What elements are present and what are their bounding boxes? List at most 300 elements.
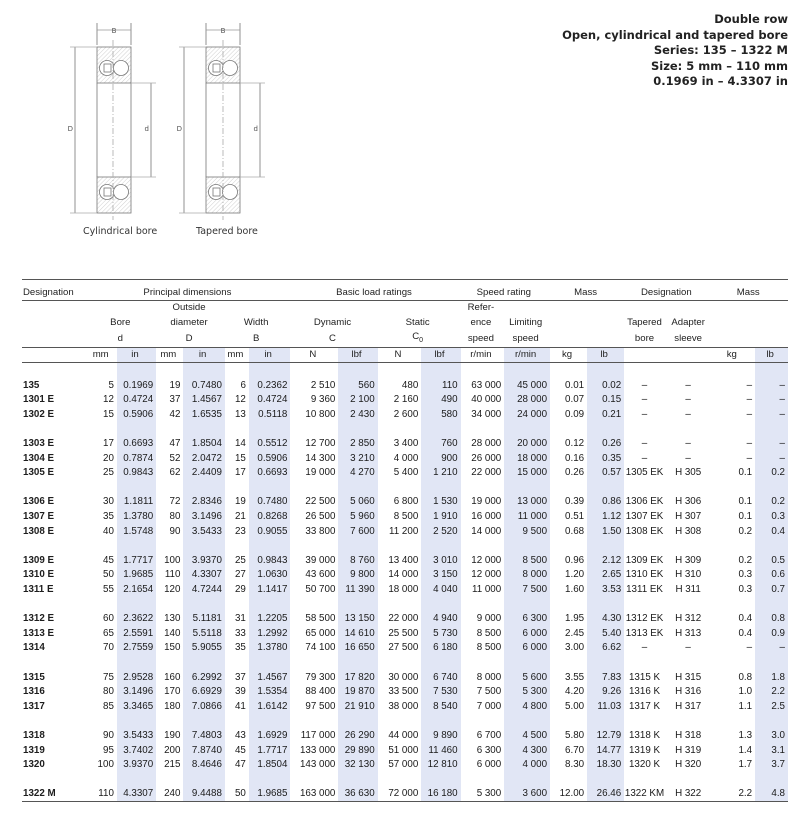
table-cell: 1318 K — [628, 729, 661, 741]
table-cell: – — [685, 642, 691, 654]
table-cell: 7.0866 — [183, 699, 224, 714]
table-cell: 1312 EK — [625, 613, 664, 625]
table-cell: 117 000 — [300, 729, 336, 741]
table-cell: 1.20 — [565, 569, 585, 581]
table-cell: H 309 — [675, 554, 702, 566]
table-cell: 35 — [234, 642, 246, 654]
table-cell: 1.6142 — [249, 699, 291, 714]
table-cell: – — [641, 452, 648, 464]
table-cell: 12 — [234, 394, 246, 406]
table-cell: H 307 — [675, 511, 702, 523]
table-cell: 55 — [103, 583, 114, 595]
table-cell: 7.83 — [587, 670, 624, 685]
table-cell: 6 800 — [393, 496, 419, 508]
table-cell: 6 — [240, 379, 246, 391]
table-cell: 9 500 — [504, 524, 550, 539]
table-cell: 37 — [234, 671, 246, 683]
table-cell: 0.26 — [587, 436, 624, 451]
table-cell: 6 000 — [504, 626, 550, 641]
table-cell: 1307 EK — [625, 511, 664, 523]
designation-cell: 1311 E — [23, 583, 54, 595]
table-cell: 2.0472 — [183, 451, 224, 466]
designation-cell: 135 — [23, 379, 40, 391]
unit-label: in — [117, 347, 156, 363]
table-cell: 3.1496 — [183, 509, 224, 524]
table-cell: 1317 K — [628, 700, 661, 712]
table-cell: 90 — [169, 525, 181, 537]
table-cell: 11.03 — [587, 699, 624, 714]
table-cell: 43 — [234, 729, 246, 741]
table-cell: 9.4488 — [183, 787, 224, 802]
header-mass-2: Mass — [711, 285, 788, 300]
table-cell: – — [685, 379, 691, 391]
title-line-3: Series: 135 – 1322 M — [653, 43, 788, 58]
table-cell: 133 000 — [299, 744, 336, 756]
table-cell: 42 — [169, 408, 181, 420]
table-cell: 560 — [338, 378, 377, 393]
table-cell: 2.7559 — [117, 641, 156, 656]
table-cell: 8 500 — [476, 642, 502, 654]
table-cell: 1.5354 — [249, 684, 291, 699]
table-cell: 4.3307 — [117, 787, 156, 802]
table-cell: 2 160 — [393, 394, 419, 406]
table-cell: 19 000 — [471, 496, 502, 508]
table-cell: 11 000 — [504, 509, 550, 524]
table-cell: 0.26 — [565, 467, 585, 479]
table-row — [22, 641, 788, 656]
table-row — [22, 743, 788, 758]
table-cell: 3.1 — [755, 743, 788, 758]
table-cell: 4.30 — [587, 611, 624, 626]
table-cell: 5 600 — [504, 670, 550, 685]
table-cell: 0.51 — [565, 511, 585, 523]
table-cell: 43 600 — [305, 569, 336, 581]
spacer-row — [22, 363, 788, 378]
table-cell: H 311 — [675, 583, 701, 595]
table-cell: 8 000 — [476, 671, 502, 683]
table-cell: 41 — [234, 700, 246, 712]
header-static-subscript: 0 — [419, 336, 424, 344]
table-cell: 1.6535 — [183, 407, 224, 422]
table-cell: 14 000 — [388, 569, 419, 581]
table-cell: 22 000 — [471, 467, 502, 479]
table-cell: H 310 — [675, 569, 702, 581]
table-cell: 110 — [164, 569, 181, 581]
header-bore-2: d — [87, 330, 156, 347]
table-row — [22, 787, 788, 802]
table-cell: 3.5433 — [183, 524, 224, 539]
designation-cell: 1308 E — [23, 525, 55, 537]
spacer-row — [22, 480, 788, 495]
table-cell: – — [755, 407, 788, 422]
dim-label-B: B — [220, 27, 226, 35]
table-cell: 1.4 — [738, 744, 753, 756]
table-cell: 0.3 — [738, 583, 753, 595]
table-cell: 79 300 — [305, 671, 336, 683]
table-row — [22, 436, 788, 451]
table-cell: 0.5 — [755, 553, 788, 568]
table-cell: 31 — [234, 613, 246, 625]
table-cell: 0.4 — [755, 524, 788, 539]
table-cell: 2.12 — [587, 553, 624, 568]
table-cell: 0.6693 — [249, 465, 291, 480]
table-row — [22, 392, 788, 407]
units-designation-cell — [22, 347, 87, 363]
table-cell: 100 — [97, 759, 114, 771]
table-cell: 2.2 — [755, 684, 788, 699]
table-cell: 60 — [103, 613, 114, 625]
table-cell: 11 390 — [338, 582, 377, 597]
table-cell: 8 500 — [476, 627, 502, 639]
header-outside-2: diameter — [170, 316, 208, 328]
table-cell: 51 000 — [388, 744, 419, 756]
table-cell: 3.7 — [755, 757, 788, 772]
table-cell: 32 130 — [338, 757, 377, 772]
table-cell: 2 520 — [421, 524, 460, 539]
table-cell: H 318 — [675, 729, 702, 741]
table-cell: 14.77 — [587, 743, 624, 758]
table-cell: 0.4 — [738, 627, 753, 639]
table-cell: H 308 — [675, 525, 702, 537]
table-cell: 0.4 — [738, 613, 753, 625]
header-outside-1: Outside — [172, 302, 206, 314]
table-row — [22, 611, 788, 626]
table-cell: 0.5906 — [249, 451, 291, 466]
table-cell: 2.65 — [587, 568, 624, 583]
spacer-row — [22, 597, 788, 612]
table-cell: 20 000 — [504, 436, 550, 451]
table-cell: H 319 — [675, 744, 702, 756]
table-cell: 14 610 — [338, 626, 377, 641]
table-cell: 9.26 — [587, 684, 624, 699]
table-cell: 1310 EK — [625, 569, 664, 581]
table-cell: 8 500 — [393, 511, 419, 523]
table-cell: 1313 EK — [625, 627, 664, 639]
table-cell: 12.79 — [587, 728, 624, 743]
table-cell: 4 300 — [504, 743, 550, 758]
table-cell: 1.2205 — [249, 611, 291, 626]
table-row — [22, 699, 788, 714]
table-cell: 0.9055 — [249, 524, 291, 539]
header-tapered-2: bore — [624, 330, 668, 347]
header-adapter-2: sleeve — [668, 330, 712, 347]
table-row — [22, 626, 788, 641]
table-cell: 50 — [103, 569, 114, 581]
header-dynamic-1: Dynamic — [313, 316, 352, 328]
table-cell: 5.5118 — [183, 626, 224, 641]
table-cell: 1 210 — [421, 465, 460, 480]
table-cell: 25 — [103, 467, 114, 479]
table-cell: 12 700 — [305, 438, 336, 450]
table-cell: 5 060 — [338, 495, 377, 510]
table-cell: 27 500 — [388, 642, 419, 654]
table-cell: 6.2992 — [183, 670, 224, 685]
designation-cell: 1305 E — [23, 467, 55, 479]
table-cell: 2.5 — [755, 699, 788, 714]
table-cell: 6 740 — [421, 670, 460, 685]
table-cell: 80 — [103, 686, 114, 698]
table-cell: 30 000 — [388, 671, 419, 683]
dim-label-B: B — [111, 27, 117, 35]
table-cell: 0.39 — [565, 496, 585, 508]
table-cell: 4 040 — [421, 582, 460, 597]
cylindrical-bore-drawing — [67, 23, 156, 220]
header-static-2 — [378, 330, 461, 347]
header-bore-1: Bore — [110, 316, 131, 328]
table-cell: 23 — [234, 525, 246, 537]
table-cell: 7 500 — [504, 582, 550, 597]
table-cell: 3 010 — [421, 553, 460, 568]
table-cell: 3.9370 — [183, 553, 224, 568]
header-outside-3: D — [156, 330, 225, 347]
table-cell: 9 360 — [310, 394, 336, 406]
table-cell: 0.1 — [738, 511, 753, 523]
table-cell: 6.62 — [587, 641, 624, 656]
header-adapter-1: Adapter — [671, 316, 705, 328]
table-row — [22, 582, 788, 597]
table-cell: 33 800 — [305, 525, 336, 537]
table-row — [22, 568, 788, 583]
table-cell: 0.6 — [755, 568, 788, 583]
table-cell: 1.50 — [587, 524, 624, 539]
table-cell: 36 630 — [338, 787, 377, 802]
designation-cell: 1310 E — [23, 569, 55, 581]
table-cell: 13 150 — [338, 611, 377, 626]
table-cell: 58 500 — [305, 613, 336, 625]
table-cell: 0.35 — [587, 451, 624, 466]
table-cell: 0.2 — [738, 525, 753, 537]
table-cell: 14 000 — [471, 525, 502, 537]
table-cell: 143 000 — [299, 759, 336, 771]
table-cell: 26 000 — [471, 452, 502, 464]
table-row — [22, 757, 788, 772]
table-cell: 62 — [169, 467, 181, 479]
table-cell: 21 910 — [338, 699, 377, 714]
table-cell: 18 000 — [388, 583, 419, 595]
table-cell: 45 — [103, 554, 114, 566]
spacer-row — [22, 538, 788, 553]
table-cell: 26 500 — [305, 511, 336, 523]
table-cell: 26 290 — [338, 728, 377, 743]
designation-cell: 1320 — [23, 759, 45, 771]
table-cell: 80 — [169, 511, 181, 523]
table-cell: 0.9843 — [117, 465, 156, 480]
table-cell: 6 700 — [476, 729, 502, 741]
table-cell: 29 — [234, 583, 246, 595]
table-cell: 4.7244 — [183, 582, 224, 597]
table-cell: 1.1417 — [249, 582, 291, 597]
unit-label — [624, 347, 668, 363]
table-cell: 21 — [234, 511, 246, 523]
table-cell: 1.60 — [565, 583, 585, 595]
table-cell: 3.00 — [565, 642, 585, 654]
table-cell: 97 500 — [305, 700, 336, 712]
table-cell: – — [685, 394, 691, 406]
table-cell: 580 — [421, 407, 460, 422]
table-cell: 6 300 — [476, 744, 502, 756]
table-cell: 5.40 — [587, 626, 624, 641]
table-cell: 3.1496 — [117, 684, 156, 699]
table-cell: 63 000 — [471, 379, 502, 391]
table-cell: 0.9843 — [249, 553, 291, 568]
table-cell: 0.09 — [565, 408, 585, 420]
table-cell: 35 — [103, 511, 114, 523]
table-cell: – — [685, 438, 691, 450]
unit-label — [668, 347, 712, 363]
table-cell: 14 — [234, 438, 246, 450]
table-cell: 72 000 — [378, 787, 422, 802]
table-cell: 40 — [103, 525, 114, 537]
table-cell: 4.20 — [565, 686, 585, 698]
dim-label-D: D — [67, 125, 73, 133]
title-line-5: 0.1969 in – 4.3307 in — [653, 74, 788, 89]
table-cell: 6.70 — [565, 744, 585, 756]
header-designation: Designation — [22, 285, 87, 300]
table-cell: 90 — [103, 729, 114, 741]
table-cell: 2.1654 — [117, 582, 156, 597]
unit-label: lb — [755, 347, 788, 363]
unit-label: lb — [587, 347, 624, 363]
table-cell: 1.3 — [738, 729, 753, 741]
table-cell: 33 500 — [388, 686, 419, 698]
table-cell: 12 000 — [471, 554, 502, 566]
table-cell: 3 400 — [393, 438, 419, 450]
designation-cell: 1318 — [23, 729, 45, 741]
table-cell: 75 — [103, 671, 114, 683]
table-cell: 0.3 — [755, 509, 788, 524]
table-cell: – — [641, 379, 648, 391]
table-cell: 1.2992 — [249, 626, 291, 641]
table-cell: 3.7402 — [117, 743, 156, 758]
table-cell: 900 — [421, 451, 460, 466]
table-cell: 11 000 — [471, 583, 502, 595]
table-cell: 1.8 — [755, 670, 788, 685]
table-cell: 45 — [234, 744, 246, 756]
table-body — [22, 363, 788, 802]
table-cell: 8 760 — [338, 553, 377, 568]
table-cell: 1.7717 — [117, 553, 156, 568]
table-cell: 1.8504 — [183, 436, 224, 451]
table-cell: 2.3622 — [117, 611, 156, 626]
table-cell: – — [746, 642, 753, 654]
designation-cell: 1319 — [23, 744, 45, 756]
table-cell: 1 910 — [421, 509, 460, 524]
table-row — [22, 670, 788, 685]
table-cell: 16 650 — [338, 641, 377, 656]
designation-cell: 1303 E — [23, 438, 55, 450]
table-cell: 0.86 — [587, 495, 624, 510]
title-line-4: Size: 5 mm – 110 mm — [650, 58, 788, 73]
table-cell: 1311 EK — [626, 583, 663, 595]
unit-label: mm — [156, 347, 183, 363]
table-cell: 110 — [87, 787, 116, 802]
title-line-1: Double row — [714, 12, 788, 26]
table-cell: 1320 K — [628, 759, 661, 771]
header-principal-dimensions: Principal dimensions — [87, 285, 290, 300]
table-cell: 0.7874 — [117, 451, 156, 466]
table-cell: 1.1 — [738, 700, 753, 712]
table-cell: 88 400 — [305, 686, 336, 698]
table-cell: 0.1 — [738, 467, 753, 479]
table-cell: 0.6693 — [117, 436, 156, 451]
table-cell: H 312 — [675, 613, 702, 625]
table-cell: 3.9370 — [117, 757, 156, 772]
table-cell: 7.8740 — [183, 743, 224, 758]
table-cell: 17 820 — [338, 670, 377, 685]
table-cell: 160 — [164, 671, 181, 683]
table-cell: 0.2 — [738, 554, 753, 566]
spacer-row — [22, 772, 788, 787]
tapered-bore-drawing — [176, 23, 265, 220]
table-cell: 2.9528 — [117, 670, 156, 685]
table-cell: 22 500 — [305, 496, 336, 508]
table-cell: 6 000 — [504, 641, 550, 656]
table-top-rule — [22, 279, 788, 280]
table-cell: 1.12 — [587, 509, 624, 524]
table-cell: 74 100 — [305, 642, 336, 654]
header-width-2: B — [225, 330, 291, 347]
table-cell: 6 000 — [476, 759, 502, 771]
table-cell: 5 400 — [393, 467, 419, 479]
designation-cell: 1301 E — [23, 394, 55, 406]
table-cell: 25 500 — [388, 627, 419, 639]
designation-cell: 1322 M — [22, 787, 87, 802]
table-cell: 17 — [103, 438, 114, 450]
header-reference-2: ence — [470, 316, 492, 328]
table-cell: 0.7480 — [183, 378, 224, 393]
table-cell: 47 — [169, 438, 181, 450]
table-cell: – — [685, 408, 691, 420]
designation-cell: 1314 — [23, 642, 45, 654]
table-cell: 6 180 — [421, 641, 460, 656]
table-cell: H 313 — [675, 627, 702, 639]
table-cell: 760 — [421, 436, 460, 451]
table-cell: 1.5748 — [117, 524, 156, 539]
table-cell: 4 940 — [421, 611, 460, 626]
table-cell: 4 270 — [338, 465, 377, 480]
table-cell: 24 000 — [504, 407, 550, 422]
table-cell: 0.8 — [738, 671, 753, 683]
table-cell: 7.4803 — [183, 728, 224, 743]
table-cell: 72 — [169, 496, 181, 508]
table-cell: 0.7 — [755, 582, 788, 597]
header-static-1: Static — [405, 316, 430, 328]
table-cell: 9 890 — [421, 728, 460, 743]
table-cell: 5 300 — [461, 787, 505, 802]
table-row — [22, 495, 788, 510]
table-cell: 19 000 — [305, 467, 336, 479]
table-cell: 11 200 — [389, 525, 419, 537]
dim-label-d: d — [144, 125, 149, 133]
table-cell: 70 — [103, 642, 114, 654]
table-cell: – — [746, 408, 753, 420]
table-cell: 5 730 — [421, 626, 460, 641]
table-cell: 65 — [103, 627, 114, 639]
unit-label: r/min — [504, 347, 550, 363]
table-cell: H 315 — [675, 671, 702, 683]
table-cell: 3 600 — [504, 787, 550, 802]
table-cell: H 316 — [675, 686, 702, 698]
header-reference-1: Refer- — [467, 302, 495, 314]
table-cell: 1.95 — [565, 613, 585, 625]
table-cell: 3.53 — [587, 582, 624, 597]
designation-cell: 1309 E — [23, 554, 55, 566]
table-cell: 4 000 — [504, 757, 550, 772]
table-cell: 1316 K — [628, 686, 661, 698]
table-cell: 5.9055 — [183, 641, 224, 656]
table-cell: 7 530 — [421, 684, 460, 699]
table-cell: 0.8 — [755, 611, 788, 626]
